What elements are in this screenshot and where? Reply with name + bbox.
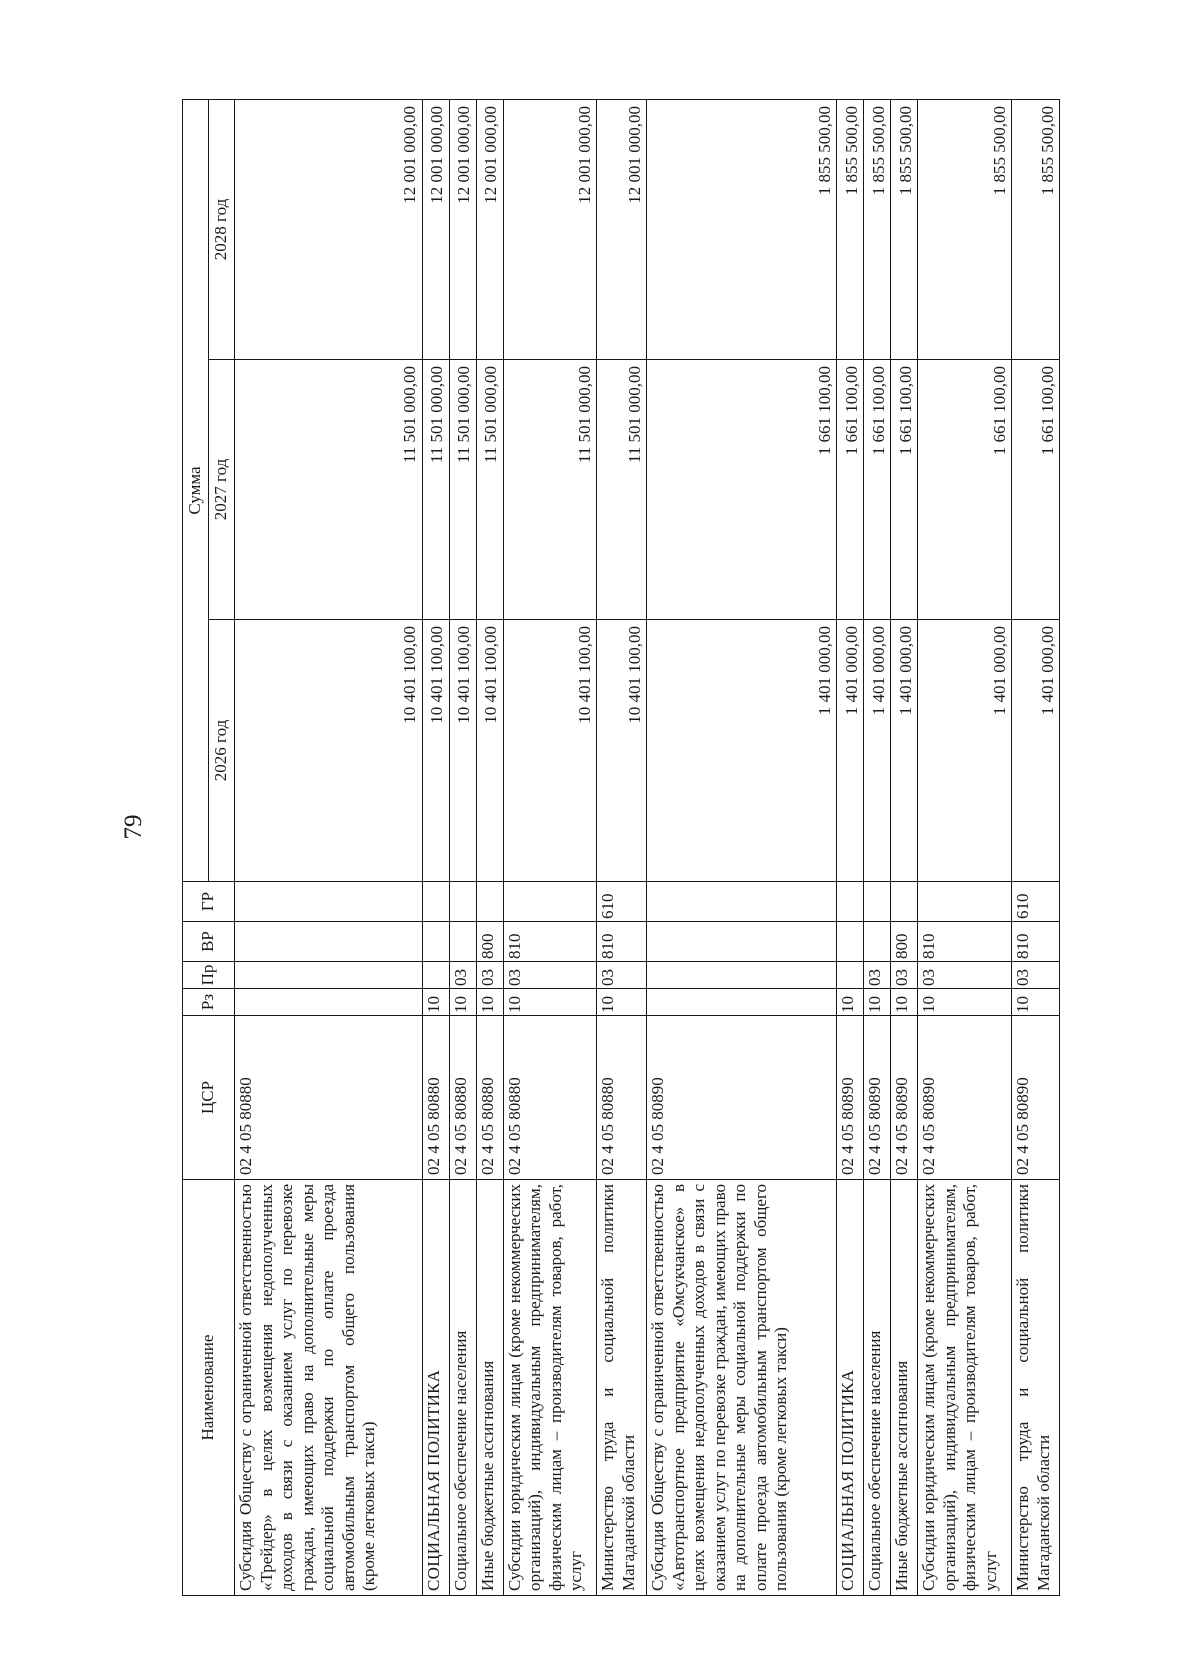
row-gr <box>647 882 837 922</box>
row-pr <box>235 962 423 989</box>
row-name: Министерство труда и социальной политики Магаданской области <box>597 1180 647 1596</box>
header-name: Наименование <box>183 1180 235 1596</box>
row-name: Субсидия Обществу с ограниченной ответственностью «Автотранспортное предприятие «Омсукчанское» в целях возмещения недополученных доходов в связи с оказанием услуг по перевозке граждан, имеющих право на дополнительные меры социальной поддержки по оплате проезда автомобильным транспортом общего пользования (кроме легковых такси) <box>647 1180 837 1596</box>
row-2026: 1 401 000,00 <box>891 620 918 882</box>
row-gr <box>864 882 891 922</box>
row-2028: 1 855 500,00 <box>891 99 918 359</box>
row-name: Иные бюджетные ассигнования <box>476 1180 503 1596</box>
row-rz: 10 <box>597 989 647 1016</box>
row-2026: 10 401 100,00 <box>422 620 449 882</box>
row-pr: 03 <box>1012 962 1060 989</box>
row-2027: 1 661 100,00 <box>647 360 837 620</box>
row-pr: 03 <box>918 962 1012 989</box>
row-2026: 1 401 000,00 <box>864 620 891 882</box>
row-2026: 1 401 000,00 <box>647 620 837 882</box>
table-row <box>597 99 647 1595</box>
row-csr: 02 4 05 80890 <box>647 1016 837 1180</box>
row-2027: 1 661 100,00 <box>891 360 918 620</box>
row-rz: 10 <box>918 989 1012 1016</box>
row-2026: 1 401 000,00 <box>837 620 864 882</box>
row-name: СОЦИАЛЬНАЯ ПОЛИТИКА <box>837 1180 864 1596</box>
row-gr <box>449 882 476 922</box>
row-2027: 11 501 000,00 <box>476 360 503 620</box>
row-name: Субсидия Обществу с ограниченной ответственностью «Трейдер» в целях возмещения недополученных доходов в связи с оказанием услуг по перевозке граждан, имеющих право на дополнительные меры социальной поддержки по оплате проезда автомобильным транспортом общего пользования (кроме легковых такси) <box>235 1180 423 1596</box>
row-name: СОЦИАЛЬНАЯ ПОЛИТИКА <box>422 1180 449 1596</box>
header-sum: Сумма <box>183 99 209 881</box>
row-2026: 1 401 000,00 <box>1012 620 1060 882</box>
row-vr <box>647 922 837 962</box>
row-pr: 03 <box>449 962 476 989</box>
row-2027: 1 661 100,00 <box>1012 360 1060 620</box>
page-number: 79 <box>120 814 147 840</box>
row-vr <box>864 922 891 962</box>
header-gr: ГР <box>183 882 235 922</box>
row-vr: 800 <box>476 922 503 962</box>
row-name: Социальное обеспечение населения <box>864 1180 891 1596</box>
row-pr: 03 <box>891 962 918 989</box>
row-pr: 03 <box>503 962 597 989</box>
row-2026: 10 401 100,00 <box>449 620 476 882</box>
row-2026: 10 401 100,00 <box>597 620 647 882</box>
row-gr <box>476 882 503 922</box>
row-gr <box>235 882 423 922</box>
table-row <box>449 99 476 1595</box>
row-gr: 610 <box>597 882 647 922</box>
row-2028: 12 001 000,00 <box>476 99 503 359</box>
row-name: Социальное обеспечение населения <box>449 1180 476 1596</box>
header-csr: ЦСР <box>183 1016 235 1180</box>
header-2026: 2026 год <box>209 620 235 882</box>
budget-table-container <box>182 100 1060 1596</box>
header-vr: ВР <box>183 922 235 962</box>
row-2026: 10 401 100,00 <box>503 620 597 882</box>
row-name: Иные бюджетные ассигнования <box>891 1180 918 1596</box>
row-rz: 10 <box>503 989 597 1016</box>
row-vr: 810 <box>918 922 1012 962</box>
row-rz <box>235 989 423 1016</box>
row-pr: 03 <box>476 962 503 989</box>
row-vr <box>422 922 449 962</box>
row-rz: 10 <box>891 989 918 1016</box>
row-pr <box>837 962 864 989</box>
row-csr: 02 4 05 80890 <box>918 1016 1012 1180</box>
row-2026: 10 401 100,00 <box>235 620 423 882</box>
row-rz <box>647 989 837 1016</box>
row-2028: 1 855 500,00 <box>837 99 864 359</box>
row-vr <box>449 922 476 962</box>
row-csr: 02 4 05 80890 <box>891 1016 918 1180</box>
row-gr: 610 <box>1012 882 1060 922</box>
row-csr: 02 4 05 80880 <box>503 1016 597 1180</box>
row-pr <box>647 962 837 989</box>
row-2027: 11 501 000,00 <box>597 360 647 620</box>
row-pr <box>422 962 449 989</box>
row-vr: 800 <box>891 922 918 962</box>
row-vr: 810 <box>503 922 597 962</box>
table-row <box>235 99 423 1595</box>
row-vr <box>837 922 864 962</box>
row-name: Субсидии юридическим лицам (кроме некоммерческих организаций), индивидуальным предпринимателям, физическим лицам – производителям товаров, работ, услуг <box>918 1180 1012 1596</box>
row-gr <box>503 882 597 922</box>
row-rz: 10 <box>476 989 503 1016</box>
row-csr: 02 4 05 80890 <box>837 1016 864 1180</box>
row-pr: 03 <box>864 962 891 989</box>
row-rz: 10 <box>422 989 449 1016</box>
table-row <box>864 99 891 1595</box>
table-row <box>1012 99 1060 1595</box>
header-2028: 2028 год <box>209 99 235 359</box>
row-2027: 11 501 000,00 <box>422 360 449 620</box>
row-gr <box>918 882 1012 922</box>
row-csr: 02 4 05 80880 <box>235 1016 423 1180</box>
table-row <box>476 99 503 1595</box>
row-2028: 1 855 500,00 <box>1012 99 1060 359</box>
row-2026: 10 401 100,00 <box>476 620 503 882</box>
row-vr: 810 <box>597 922 647 962</box>
row-rz: 10 <box>1012 989 1060 1016</box>
row-2027: 11 501 000,00 <box>235 360 423 620</box>
row-2028: 12 001 000,00 <box>503 99 597 359</box>
row-pr: 03 <box>597 962 647 989</box>
row-vr: 810 <box>1012 922 1060 962</box>
row-gr <box>891 882 918 922</box>
table-row <box>503 99 597 1595</box>
row-2027: 1 661 100,00 <box>864 360 891 620</box>
row-rz: 10 <box>449 989 476 1016</box>
row-csr: 02 4 05 80890 <box>864 1016 891 1180</box>
row-csr: 02 4 05 80880 <box>422 1016 449 1180</box>
row-2027: 1 661 100,00 <box>837 360 864 620</box>
row-csr: 02 4 05 80880 <box>597 1016 647 1180</box>
row-2028: 12 001 000,00 <box>235 99 423 359</box>
row-2028: 1 855 500,00 <box>918 99 1012 359</box>
budget-table <box>182 99 1060 1596</box>
row-vr <box>235 922 423 962</box>
table-row <box>422 99 449 1595</box>
header-2027: 2027 год <box>209 360 235 620</box>
row-2028: 12 001 000,00 <box>422 99 449 359</box>
table-row <box>647 99 837 1595</box>
table-row <box>891 99 918 1595</box>
row-2028: 12 001 000,00 <box>597 99 647 359</box>
row-2028: 1 855 500,00 <box>864 99 891 359</box>
row-2027: 1 661 100,00 <box>918 360 1012 620</box>
row-gr <box>422 882 449 922</box>
row-2027: 11 501 000,00 <box>449 360 476 620</box>
table-row <box>918 99 1012 1595</box>
header-pr: Пр <box>183 962 235 989</box>
row-name: Министерство труда и социальной политики Магаданской области <box>1012 1180 1060 1596</box>
row-gr <box>837 882 864 922</box>
row-name: Субсидии юридическим лицам (кроме некоммерческих организаций), индивидуальным предпринимателям, физическим лицам – производителям товаров, работ, услуг <box>503 1180 597 1596</box>
row-csr: 02 4 05 80880 <box>449 1016 476 1180</box>
row-2028: 12 001 000,00 <box>449 99 476 359</box>
row-rz: 10 <box>864 989 891 1016</box>
table-row <box>837 99 864 1595</box>
row-2028: 1 855 500,00 <box>647 99 837 359</box>
row-2026: 1 401 000,00 <box>918 620 1012 882</box>
row-csr: 02 4 05 80880 <box>476 1016 503 1180</box>
row-csr: 02 4 05 80890 <box>1012 1016 1060 1180</box>
row-2027: 11 501 000,00 <box>503 360 597 620</box>
header-rz: Рз <box>183 989 235 1016</box>
row-rz: 10 <box>837 989 864 1016</box>
